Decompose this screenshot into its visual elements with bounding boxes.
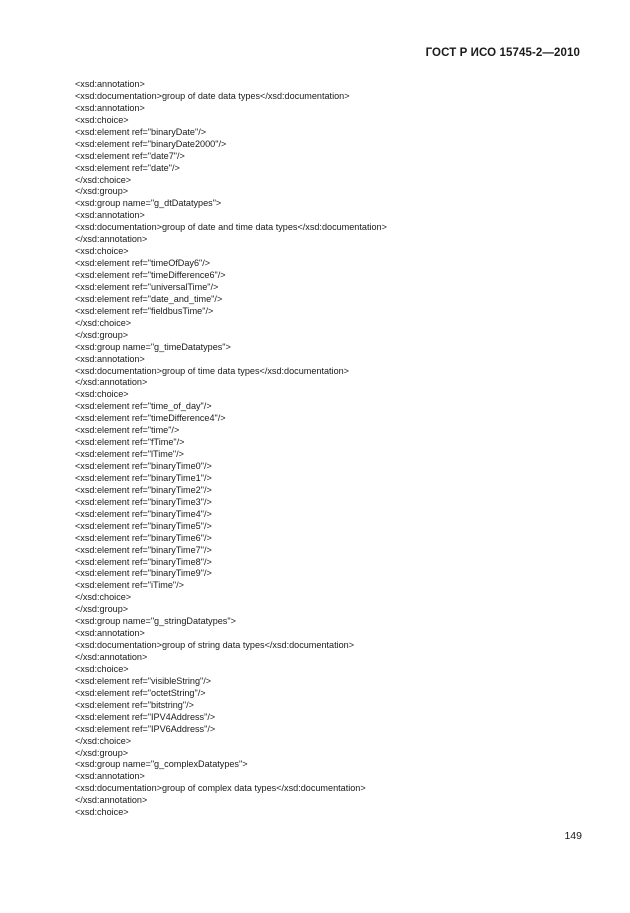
code-line: <xsd:element ref="iTime"/> [75, 580, 184, 591]
code-line: <xsd:element ref="binaryTime1"/> [75, 472, 212, 483]
code-line: </xsd:annotation> [75, 795, 148, 806]
code-line: </xsd:group> [75, 186, 129, 197]
code-line: <xsd:documentation>group of string data types</xsd:documentation> [75, 640, 355, 651]
code-line: <xsd:element ref="time"/> [75, 425, 180, 436]
code-line: <xsd:choice> [75, 807, 129, 818]
code-line: <xsd:element ref="binaryDate"/> [75, 126, 207, 137]
code-line: <xsd:annotation> [75, 102, 145, 113]
code-line: <xsd:element ref="binaryTime7"/> [75, 544, 212, 555]
code-line: <xsd:element ref="IPV6Address"/> [75, 723, 216, 734]
code-line: <xsd:group name="g_complexDatatypes"> [75, 759, 248, 770]
code-line: <xsd:documentation>group of date data types</xsd:documentation> [75, 90, 350, 101]
code-line: <xsd:element ref="binaryDate2000"/> [75, 138, 227, 149]
code-line: <xsd:element ref="date_and_time"/> [75, 293, 223, 304]
code-line: <xsd:annotation> [75, 628, 145, 639]
code-line: <xsd:element ref="visibleString"/> [75, 675, 212, 686]
code-line: </xsd:choice> [75, 317, 132, 328]
code-line: <xsd:documentation>group of time data types</xsd:documentation> [75, 365, 349, 376]
code-line: <xsd:element ref="fTime"/> [75, 437, 185, 448]
code-line: <xsd:element ref="binaryTime3"/> [75, 496, 212, 507]
code-line: <xsd:element ref="fieldbusTime"/> [75, 305, 214, 316]
code-line: </xsd:group> [75, 604, 129, 615]
code-line: <xsd:element ref="timeOfDay6"/> [75, 258, 211, 269]
code-line: <xsd:element ref="IPV4Address"/> [75, 711, 216, 722]
code-line: <xsd:element ref="time_of_day"/> [75, 401, 212, 412]
code-line: </xsd:annotation> [75, 652, 148, 662]
code-line: <xsd:element ref="date7"/> [75, 150, 185, 161]
code-line: <xsd:choice> [75, 246, 129, 257]
code-line: <xsd:element ref="binaryTime0"/> [75, 461, 212, 471]
code-line: <xsd:annotation> [75, 353, 145, 364]
code-line: <xsd:element ref="bitstring"/> [75, 699, 194, 710]
code-line: </xsd:choice> [75, 735, 132, 746]
code-line: <xsd:choice> [75, 114, 129, 125]
code-line: </xsd:annotation> [75, 377, 148, 388]
code-line: <xsd:element ref="binaryTime2"/> [75, 484, 212, 495]
code-line: <xsd:element ref="binaryTime9"/> [75, 568, 212, 579]
code-line: <xsd:group name="g_stringDatatypes"> [75, 616, 236, 627]
code-line: <xsd:documentation>group of date and time data types</xsd:documentation> [75, 222, 387, 233]
document-header: ГОСТ Р ИСО 15745-2—2010 [425, 47, 580, 59]
code-line: <xsd:element ref="lTime"/> [75, 449, 184, 460]
code-line: <xsd:element ref="timeDifference6"/> [75, 270, 226, 280]
page-number: 149 [564, 830, 582, 842]
code-line: <xsd:element ref="universalTime"/> [75, 281, 219, 292]
code-line: <xsd:element ref="timeDifference4"/> [75, 413, 226, 424]
code-line: <xsd:element ref="binaryTime8"/> [75, 556, 212, 567]
code-line: <xsd:annotation> [75, 210, 145, 221]
code-line: <xsd:group name="g_timeDatatypes"> [75, 341, 231, 352]
code-line: <xsd:element ref="date"/> [75, 162, 180, 173]
code-line: </xsd:group> [75, 329, 129, 340]
code-line: <xsd:group name="g_dtDatatypes"> [75, 198, 222, 209]
code-line: </xsd:annotation> [75, 234, 148, 245]
code-line: <xsd:element ref="binaryTime6"/> [75, 532, 212, 543]
code-line: <xsd:element ref="binaryTime5"/> [75, 520, 212, 531]
code-line: <xsd:element ref="binaryTime4"/> [75, 508, 212, 519]
code-line: <xsd:annotation> [75, 79, 145, 89]
code-line: <xsd:choice> [75, 389, 129, 400]
xsd-code-listing [75, 79, 555, 819]
code-line: </xsd:choice> [75, 592, 132, 603]
code-line: <xsd:element ref="octetString"/> [75, 687, 206, 698]
code-line: </xsd:group> [75, 747, 129, 758]
code-line: <xsd:annotation> [75, 771, 145, 782]
code-line: <xsd:documentation>group of complex data types</xsd:documentation> [75, 783, 366, 794]
code-line: <xsd:choice> [75, 663, 129, 674]
code-line: </xsd:choice> [75, 174, 132, 185]
